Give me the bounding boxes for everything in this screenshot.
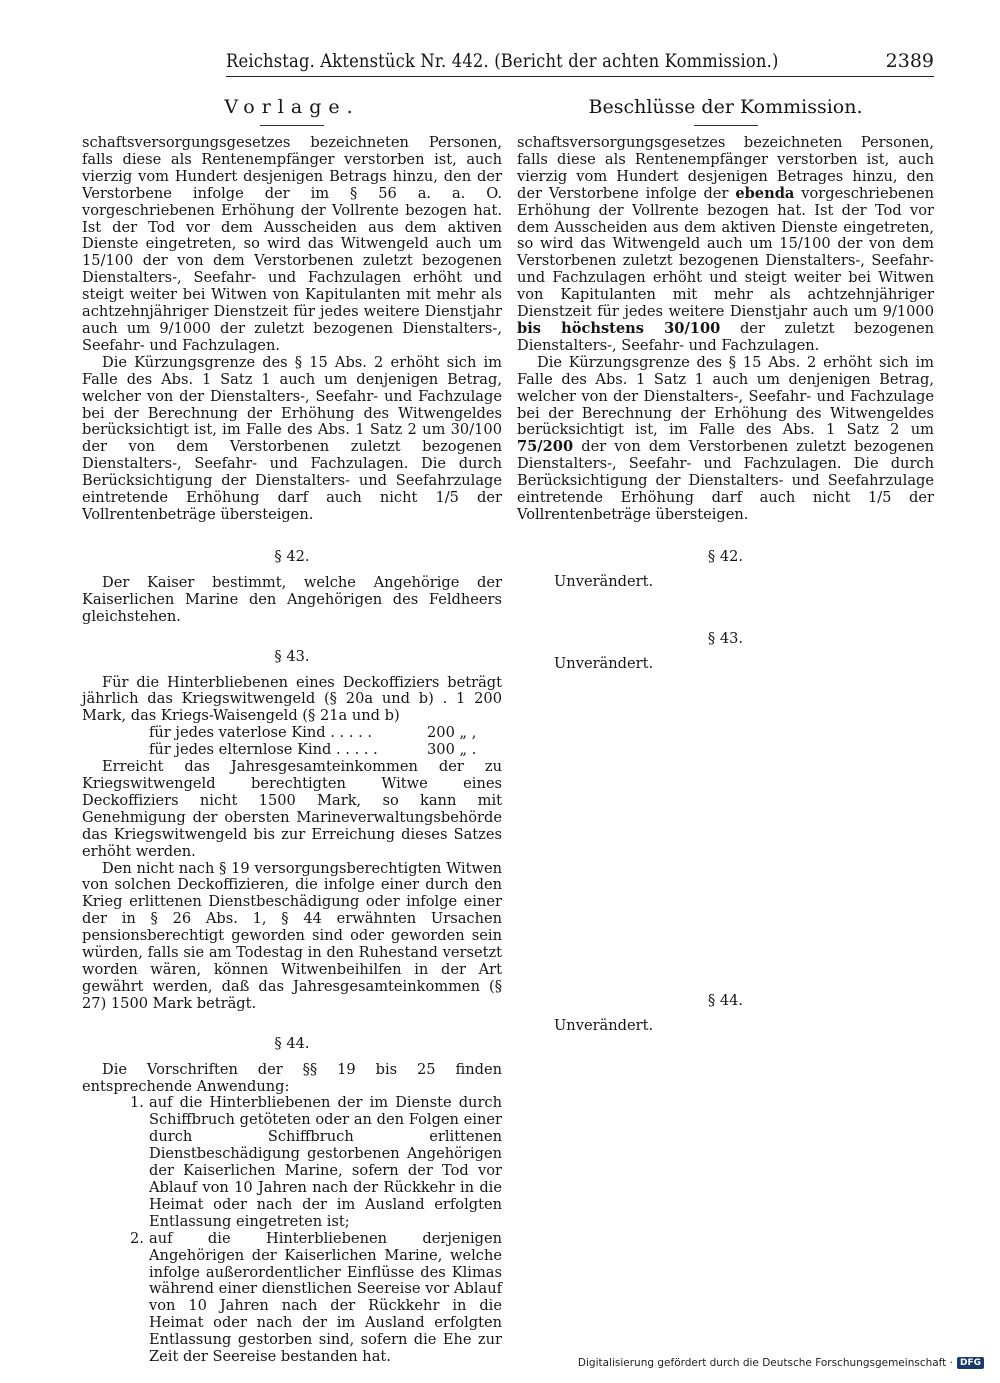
left-paragraph-1: schaftsversorgungsgesetzes bezeichneten Personen, falls diese als Rentenempfänger verstorben ist, auch vierzig vom Hundert desjenigen Betrags hinzu, den der Verstorbene infolge der im § 56 a. a. O. vorgeschriebenen Erhöhung der Vollrente bezogen hat. Ist der Tod vor dem Ausscheiden aus dem aktiven Dienste eingetreten, so wird das Witwengeld auch um 15/100 der von dem Verstorbenen zuletzt bezogenen Dienstalters-, Seefahr- und Fachzulagen erhöht und steigt weiter bei Witwen von Kapitulanten mit mehr als achtzehnjähriger Dienstzeit für jedes weitere Dienstjahr auch um 9/1000 der zuletzt bezogenen Dienstalters-, Seefahr- und Fachzulagen. [82, 134, 502, 354]
left-column-title: Vorlage. [224, 96, 360, 118]
left-paragraph-2: Die Kürzungsgrenze des § 15 Abs. 2 erhöht sich im Falle des Abs. 1 Satz 1 auch um denjenigen Betrag, welcher von der Dienstalters-, Seefahr- und Fachzulage bei der Berechnung der Erhöhung des Witwengeldes berücksichtigt ist, im Falle des Abs. 1 Satz 2 um 30/100 der von dem Verstorbenen zuletzt bezogenen Dienstalters-, Seefahr- und Fachzulagen. Die durch Berücksichtigung der Dienstalters- und Seefahrzulage eintretende Erhöhung darf auch nicht 1/5 der Vollrentenbeträge übersteigen. [82, 353, 502, 523]
left-section-44-intro: Die Vorschriften der §§ 19 bis 25 finden entsprechende Anwendung: [82, 1060, 502, 1095]
right-paragraph-1 [517, 135, 934, 355]
list-item [82, 1231, 502, 1366]
list-item-number: 2. [130, 1229, 144, 1247]
left-section-42-text: Der Kaiser bestimmt, welche Angehörige der Kaiserlichen Marine den Angehörigen des Feldheers gleichstehen. [82, 573, 502, 625]
right-section-43-heading: § 43. [707, 629, 744, 647]
title-rule [260, 125, 324, 126]
amendment-emphasis: bis höchstens 30/100 [517, 319, 721, 337]
right-paragraph-2-text: Die Kürzungsgrenze des § 15 Abs. 2 erhöht sich im Falle des Abs. 1 Satz 1 auch um denjenigen Betrag, welcher von der Dienstalters-, Seefahr- und Fachzulage bei der Berechnung der Erhöhung des Witwengeldes berücksichtigt ist, im Falle des Abs. 1 Satz 2 um [517, 353, 934, 439]
left-section-43-heading: § 43. [274, 647, 310, 665]
right-section-42-heading: § 42. [707, 547, 744, 565]
amendment-emphasis: ebenda [735, 184, 795, 202]
left-section-43-paragraph-2: Erreicht das Jahresgesamteinkommen der zu Kriegswitwengeld berechtigten Witwe eines Deckoffiziers nicht 1500 Mark, so kann mit Genehmigung der obersten Marineverwaltungsbehörde das Kriegswitwengeld bis zur Erreichung dieses Satzes erhöht werden. [82, 758, 502, 860]
right-section-44-text: Unverändert. [554, 1016, 654, 1034]
digitization-credit [578, 1357, 984, 1369]
page-number: 2389 [885, 50, 934, 72]
right-section-43-text: Unverändert. [554, 654, 654, 672]
list-item-text: auf die Hinterbliebenen der im Dienste durch Schiffbruch getöteten oder an den Folgen einer durch Schiffbruch erlittenen Dienstbeschädigung gestorbenen Angehörigen der Kaiserlichen Marine, sofern der Tod vor Ablauf von 10 Jahren nach der Rückkehr in die Heimat oder nach der im Ausland erfolgten Entlassung eingetreten ist; [149, 1094, 502, 1230]
orphan-rate-label: für jedes elternlose Kind . . . . . [149, 741, 378, 759]
orphan-rate-label: für jedes vaterlose Kind . . . . . [149, 724, 373, 742]
right-paragraph-1-text: schaftsversorgungsgesetzes bezeichneten Personen, falls diese als Rentenempfänger verstorben ist, auch vierzig vom Hundert desjenigen Betrages hinzu, den der Verstorbene infolge der [517, 134, 934, 202]
left-section-43-paragraph-3: Den nicht nach § 19 versorgungsberechtigten Witwen von solchen Deckoffizieren, die infolge einer durch den Krieg erlittenen Dienstbeschädigung oder infolge einer der in § 26 Abs. 1, § 44 erwähnten Ursachen pensionsberechtigt geworden sind oder geworden sein würden, falls sie am Todestag in den Ruhestand versetzt worden wären, können Witwenbeihilfen in der Art gewährt werden, daß das Jahresgesamteinkommen (§ 27) 1500 Mark beträgt. [82, 859, 502, 1012]
title-rule [694, 125, 758, 126]
right-paragraph-1-text: der zuletzt bezogenen Dienstalters-, Seefahr- und Fachzulagen. [517, 319, 934, 354]
right-column-beschluesse [517, 93, 934, 1034]
right-paragraph-1-text: vorgeschriebenen Erhöhung der Vollrente bezogen hat. Ist der Tod vor dem Ausscheiden aus dem aktiven Dienste eingetreten, so wird das Witwengeld auch um 15/100 der von dem Verstorbenen zuletzt bezogenen Dienstalters-, Seefahr- und Fachzulagen erhöht und steigt weiter bei Witwen von Kapitulanten mit mehr als achtzehnjähriger Dienstzeit für jedes weitere Dienstjahr auch um 9/1000 [517, 184, 934, 321]
credit-text: Digitalisierung gefördert durch die Deutsche Forschungsgemeinschaft · [577, 1357, 953, 1369]
left-section-42-heading: § 42. [274, 547, 310, 565]
list-item [82, 1095, 502, 1230]
orphan-rate-amount: 300 „ . [427, 741, 477, 759]
amendment-emphasis: 75/200 [517, 438, 574, 456]
dfg-logo: DFG [957, 1357, 984, 1369]
page-header [226, 50, 934, 77]
left-section-43-intro: Für die Hinterbliebenen eines Deckoffiziers beträgt jährlich das Kriegswitwengeld (§ 20a und b) . 1 200 Mark, das Kriegs-Waisengeld (§ 21a und b) [82, 673, 502, 725]
list-item-text: auf die Hinterbliebenen derjenigen Angehörigen der Kaiserlichen Marine, welche infolge außerordentlicher Einflüsse des Klimas während einer dienstlichen Seereise vor Ablauf von 10 Jahren nach der Rückkehr in die Heimat oder nach der im Ausland erfolgten Entlassung gestorben sind, sofern die Ehe zur Zeit der Seereise bestanden hat. [149, 1229, 502, 1366]
right-section-44-heading: § 44. [707, 991, 744, 1009]
list-item-number: 1. [130, 1094, 144, 1112]
running-title: Reichstag. Aktenstück Nr. 442. (Bericht der achten Kommission.) [226, 50, 779, 72]
right-paragraph-2 [517, 355, 934, 524]
orphan-rate-amount: 200 „ , [427, 724, 477, 742]
right-column-title: Beschlüsse der Kommission. [588, 96, 863, 118]
right-section-42-text: Unverändert. [554, 572, 654, 590]
left-section-44-heading: § 44. [274, 1034, 310, 1052]
orphan-rate-row-parentless [82, 742, 502, 759]
orphan-rate-row-fatherless [82, 725, 502, 742]
right-paragraph-2-text: der von dem Verstorbenen zuletzt bezogenen Dienstalters-, Seefahr- und Fachzulagen. Die durch Berücksichtigung der Dienstalters- und Seefahrzulage eintretende Erhöhung darf auch nicht 1/5 der Vollrentenbeträge übersteigen. [517, 438, 935, 523]
left-column-vorlage [82, 93, 502, 1366]
